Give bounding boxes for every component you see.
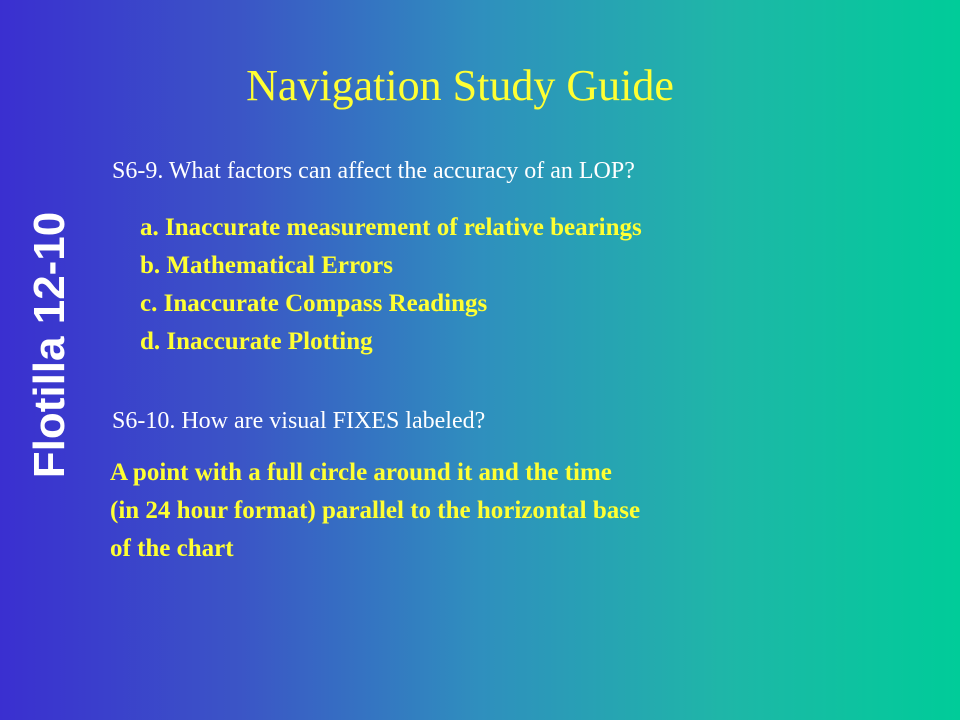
answer-line-1: A point with a full circle around it and the time bbox=[110, 459, 612, 486]
answer-line-2: (in 24 hour format) parallel to the horizontal base bbox=[110, 497, 641, 524]
answer-list-s6-9 bbox=[140, 209, 642, 361]
page-title: Navigation Study Guide bbox=[246, 61, 674, 110]
flotilla-side-label: Flotilla 12-10 bbox=[25, 211, 74, 479]
answer-item-c: c. Inaccurate Compass Readings bbox=[140, 290, 488, 317]
answer-paragraph-s6-10 bbox=[110, 454, 830, 568]
answer-item-a: a. Inaccurate measurement of relative bearings bbox=[140, 214, 642, 241]
answer-item-b: b. Mathematical Errors bbox=[140, 252, 393, 279]
answer-line-3: of the chart bbox=[110, 535, 234, 562]
question-s6-10: S6-10. How are visual FIXES labeled? bbox=[112, 408, 486, 434]
answer-item-d: d. Inaccurate Plotting bbox=[140, 328, 373, 355]
question-s6-9: S6-9. What factors can affect the accuracy of an LOP? bbox=[112, 158, 635, 184]
